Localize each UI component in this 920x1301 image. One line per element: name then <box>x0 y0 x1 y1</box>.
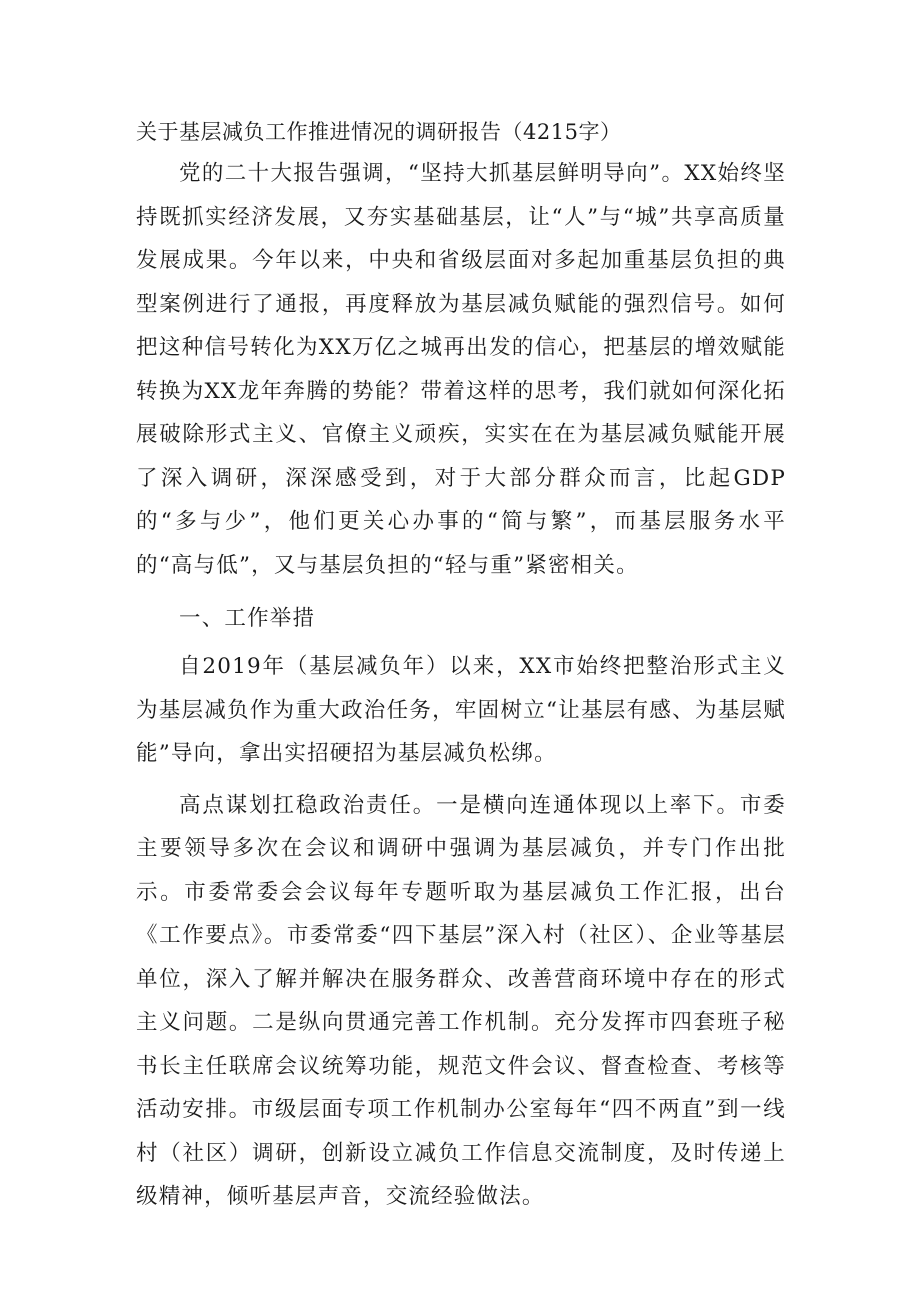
document-page <box>136 112 786 1219</box>
section-paragraph-2: 高点谋划扛稳政治责任。一是横向连通体现以上率下。市委主要领导多次在会议和调研中强调为基层减负，并专门作出批示。市委常委会会议每年专题听取为基层减负工作汇报，出台《工作要点》。市委常委“四下基层”深入村（社区）、企业等基层单位，深入了解并解决在服务群众、改善营商环境中存在的形式主义问题。二是纵向贯通完善工作机制。充分发挥市四套班子秘书长主任联席会议统筹功能，规范文件会议、督查检查、考核等活动安排。市级层面专项工作机制办公室每年“四不两直”到一线村（社区）调研，创新设立减负工作信息交流制度，及时传递上级精神，倾听基层声音，交流经验做法。 <box>136 792 786 1209</box>
document-title: 关于基层减负工作推进情况的调研报告（4215字） <box>136 120 622 144</box>
section-paragraph-1: 自2019年（基层减负年）以来，XX市始终把整治形式主义为基层减负作为重大政治任务，牢固树立“让基层有感、为基层赋能”导向，拿出实招硬招为基层减负松绑。 <box>136 654 786 766</box>
intro-paragraph: 党的二十大报告强调，“坚持大抓基层鲜明导向”。XX始终坚持既抓实经济发展，又夯实基础基层，让“人”与“城”共享高质量发展成果。今年以来，中央和省级层面对多起加重基层负担的典型案例进行了通报，再度释放为基层减负赋能的强烈信号。如何把这种信号转化为XX万亿之城再出发的信心，把基层的增效赋能转换为XX龙年奔腾的势能？带着这样的思考，我们就如何深化拓展破除形式主义、官僚主义顽疾，实实在在为基层减负赋能开展了深入调研，深深感受到，对于大部分群众而言，比起GDP的“多与少”，他们更关心办事的“简与繁”，而基层服务水平的“高与低”，又与基层负担的“轻与重”紧密相关。 <box>136 161 786 578</box>
paragraph-gap <box>136 776 786 784</box>
section-heading: 一、工作举措 <box>179 606 316 631</box>
